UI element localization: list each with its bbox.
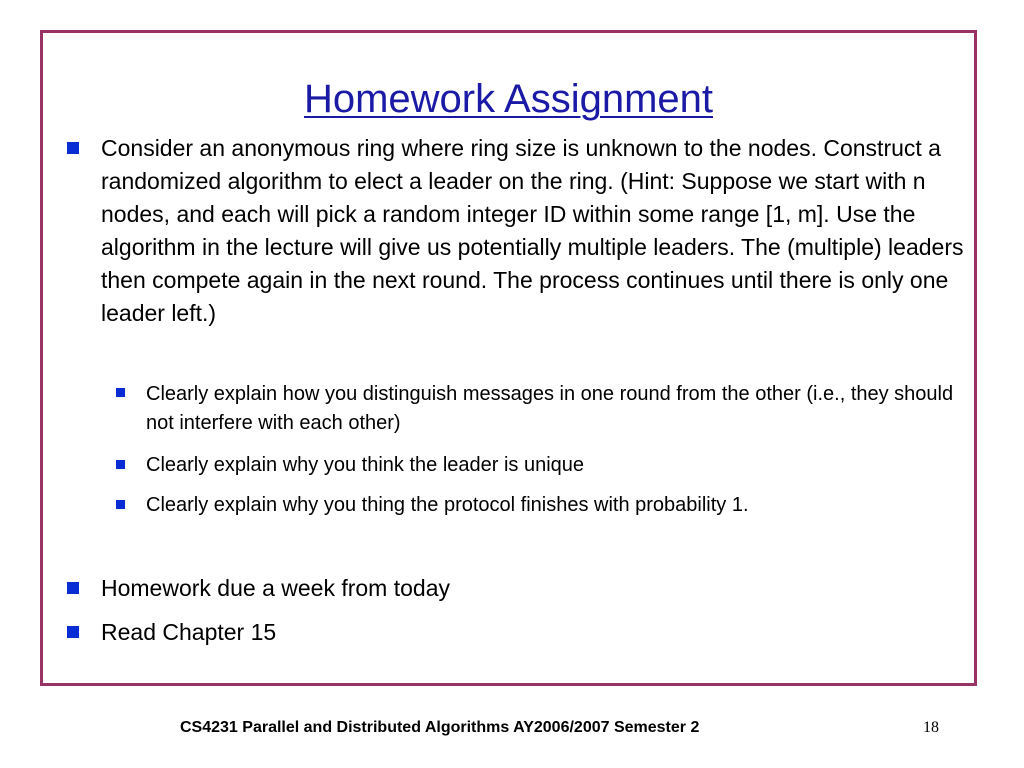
sub-bullet-text: Clearly explain why you thing the protocol finishes with probability 1.	[146, 494, 749, 516]
slide-title: Homework Assignment	[303, 77, 714, 121]
bullet-marker	[67, 626, 79, 638]
sub-bullet-marker	[116, 460, 125, 469]
sub-bullet-text: Clearly explain why you think the leader is unique	[146, 454, 585, 476]
sub-bullet-marker	[116, 388, 125, 397]
bullet-text-main: Consider an anonymous ring where ring size is unknown to the nodes. Construct a randomized algorithm to elect a leader on the ring. (Hint: Suppose we start with n nodes, and each will pick a random integer ID within some range [1, m]. Use the algorithm in the lecture will give us potentially multiple leaders. The (multiple) leaders then compete again in the next round. The process continues until there is only one leader left.)	[101, 135, 964, 326]
sub-bullet-marker	[116, 500, 125, 509]
bullet-marker	[67, 142, 79, 154]
bullet-text-read-chapter: Read Chapter 15	[101, 619, 277, 645]
bullet-text-homework-due: Homework due a week from today	[101, 575, 450, 601]
page-number: 18	[923, 719, 939, 736]
sub-bullet-text: Clearly explain how you distinguish messages in one round from the other (i.e., they should not interfere with each other)	[146, 383, 954, 434]
bullet-marker	[67, 582, 79, 594]
footer-course: CS4231 Parallel and Distributed Algorithms AY2006/2007 Semester 2	[180, 719, 700, 736]
